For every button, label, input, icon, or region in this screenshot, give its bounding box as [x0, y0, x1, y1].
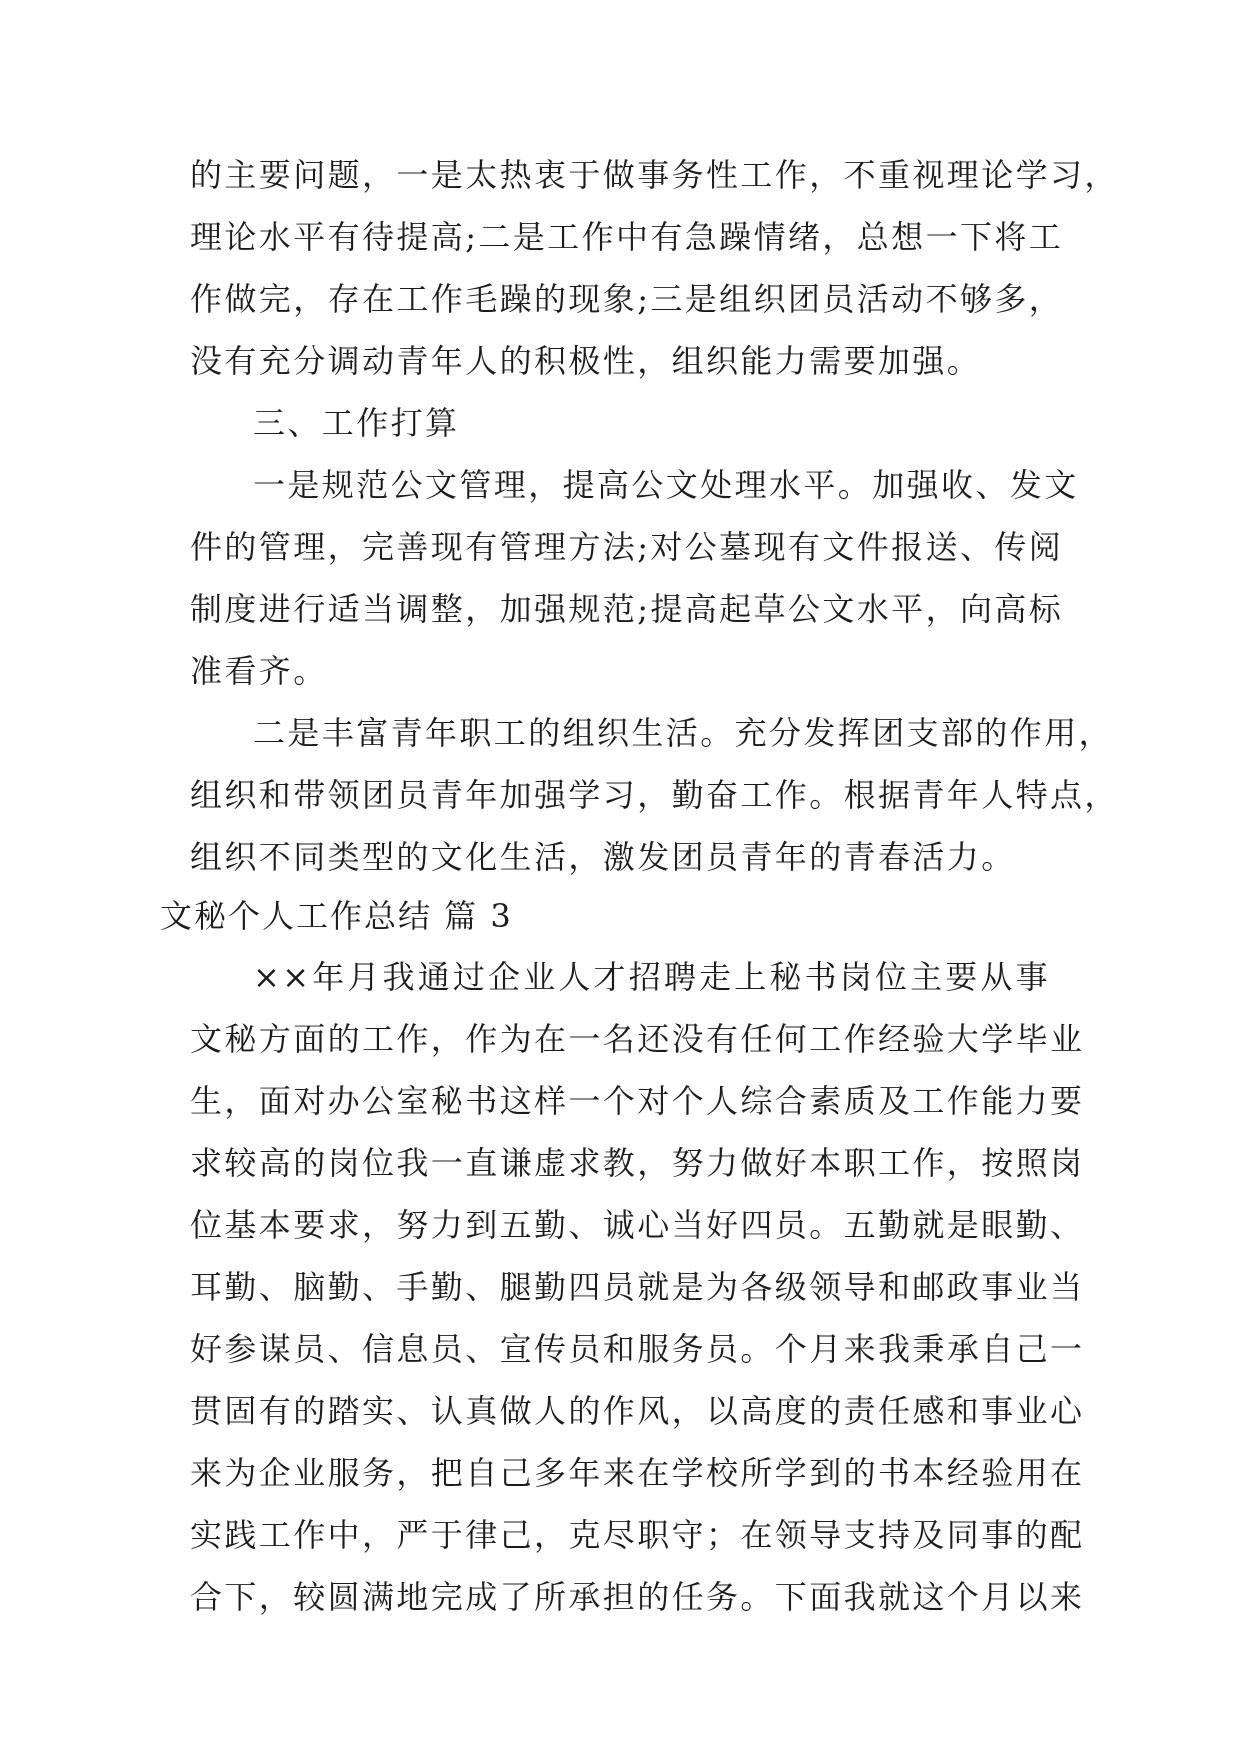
paragraph-line: 生，面对办公室秘书这样一个对个人综合素质及工作能力要	[190, 1082, 1085, 1120]
paragraph-line: 没有充分调动青年人的积极性，组织能力需要加强。	[190, 342, 982, 380]
paragraph-line: ××年月我通过企业人才招聘走上秘书岗位主要从事	[253, 958, 1050, 996]
paragraph-line: 位基本要求，努力到五勤、诚心当好四员。五勤就是眼勤、	[190, 1206, 1085, 1244]
paragraph-line: 一是规范公文管理，提高公文处理水平。加强收、发文	[253, 466, 1079, 504]
paragraph-line: 作做完，存在工作毛躁的现象;三是组织团员活动不够多，	[190, 280, 1064, 318]
paragraph-line: 组织不同类型的文化生活，激发团员青年的青春活力。	[190, 838, 1016, 876]
paragraph-line: 实践工作中，严于律己，克尽职守；在领导支持及同事的配	[190, 1516, 1085, 1554]
paragraph-line: 准看齐。	[190, 652, 328, 690]
paragraph-line: 的主要问题，一是太热衷于做事务性工作，不重视理论学习，	[190, 156, 1119, 194]
paragraph-line: 组织和带领团员青年加强学习，勤奋工作。根据青年人特点，	[190, 776, 1119, 814]
paragraph-line: 理论水平有待提高;二是工作中有急躁情绪，总想一下将工	[190, 218, 1064, 256]
section-heading: 三、工作打算	[253, 404, 460, 442]
paragraph-line: 件的管理，完善现有管理方法;对公墓现有文件报送、传阅	[190, 528, 1064, 566]
paragraph-line: 好参谋员、信息员、宣传员和服务员。个月来我秉承自己一	[190, 1330, 1085, 1368]
paragraph-line: 求较高的岗位我一直谦虚求教，努力做好本职工作，按照岗	[190, 1144, 1085, 1182]
paragraph-line: 贯固有的踏实、认真做人的作风，以高度的责任感和事业心	[190, 1392, 1085, 1430]
paragraph-line: 制度进行适当调整，加强规范;提高起草公文水平，向高标	[190, 590, 1064, 628]
paragraph-line: 合下，较圆满地完成了所承担的任务。下面我就这个月以来	[190, 1578, 1085, 1616]
paragraph-line: 文秘方面的工作，作为在一名还没有任何工作经验大学毕业	[190, 1020, 1085, 1058]
paragraph-line: 二是丰富青年职工的组织生活。充分发挥团支部的作用，	[253, 714, 1114, 752]
article-title: 文秘个人工作总结 篇 3	[160, 897, 513, 935]
paragraph-line: 耳勤、脑勤、手勤、腿勤四员就是为各级领导和邮政事业当	[190, 1268, 1085, 1306]
paragraph-line: 来为企业服务，把自己多年来在学校所学到的书本经验用在	[190, 1454, 1085, 1492]
